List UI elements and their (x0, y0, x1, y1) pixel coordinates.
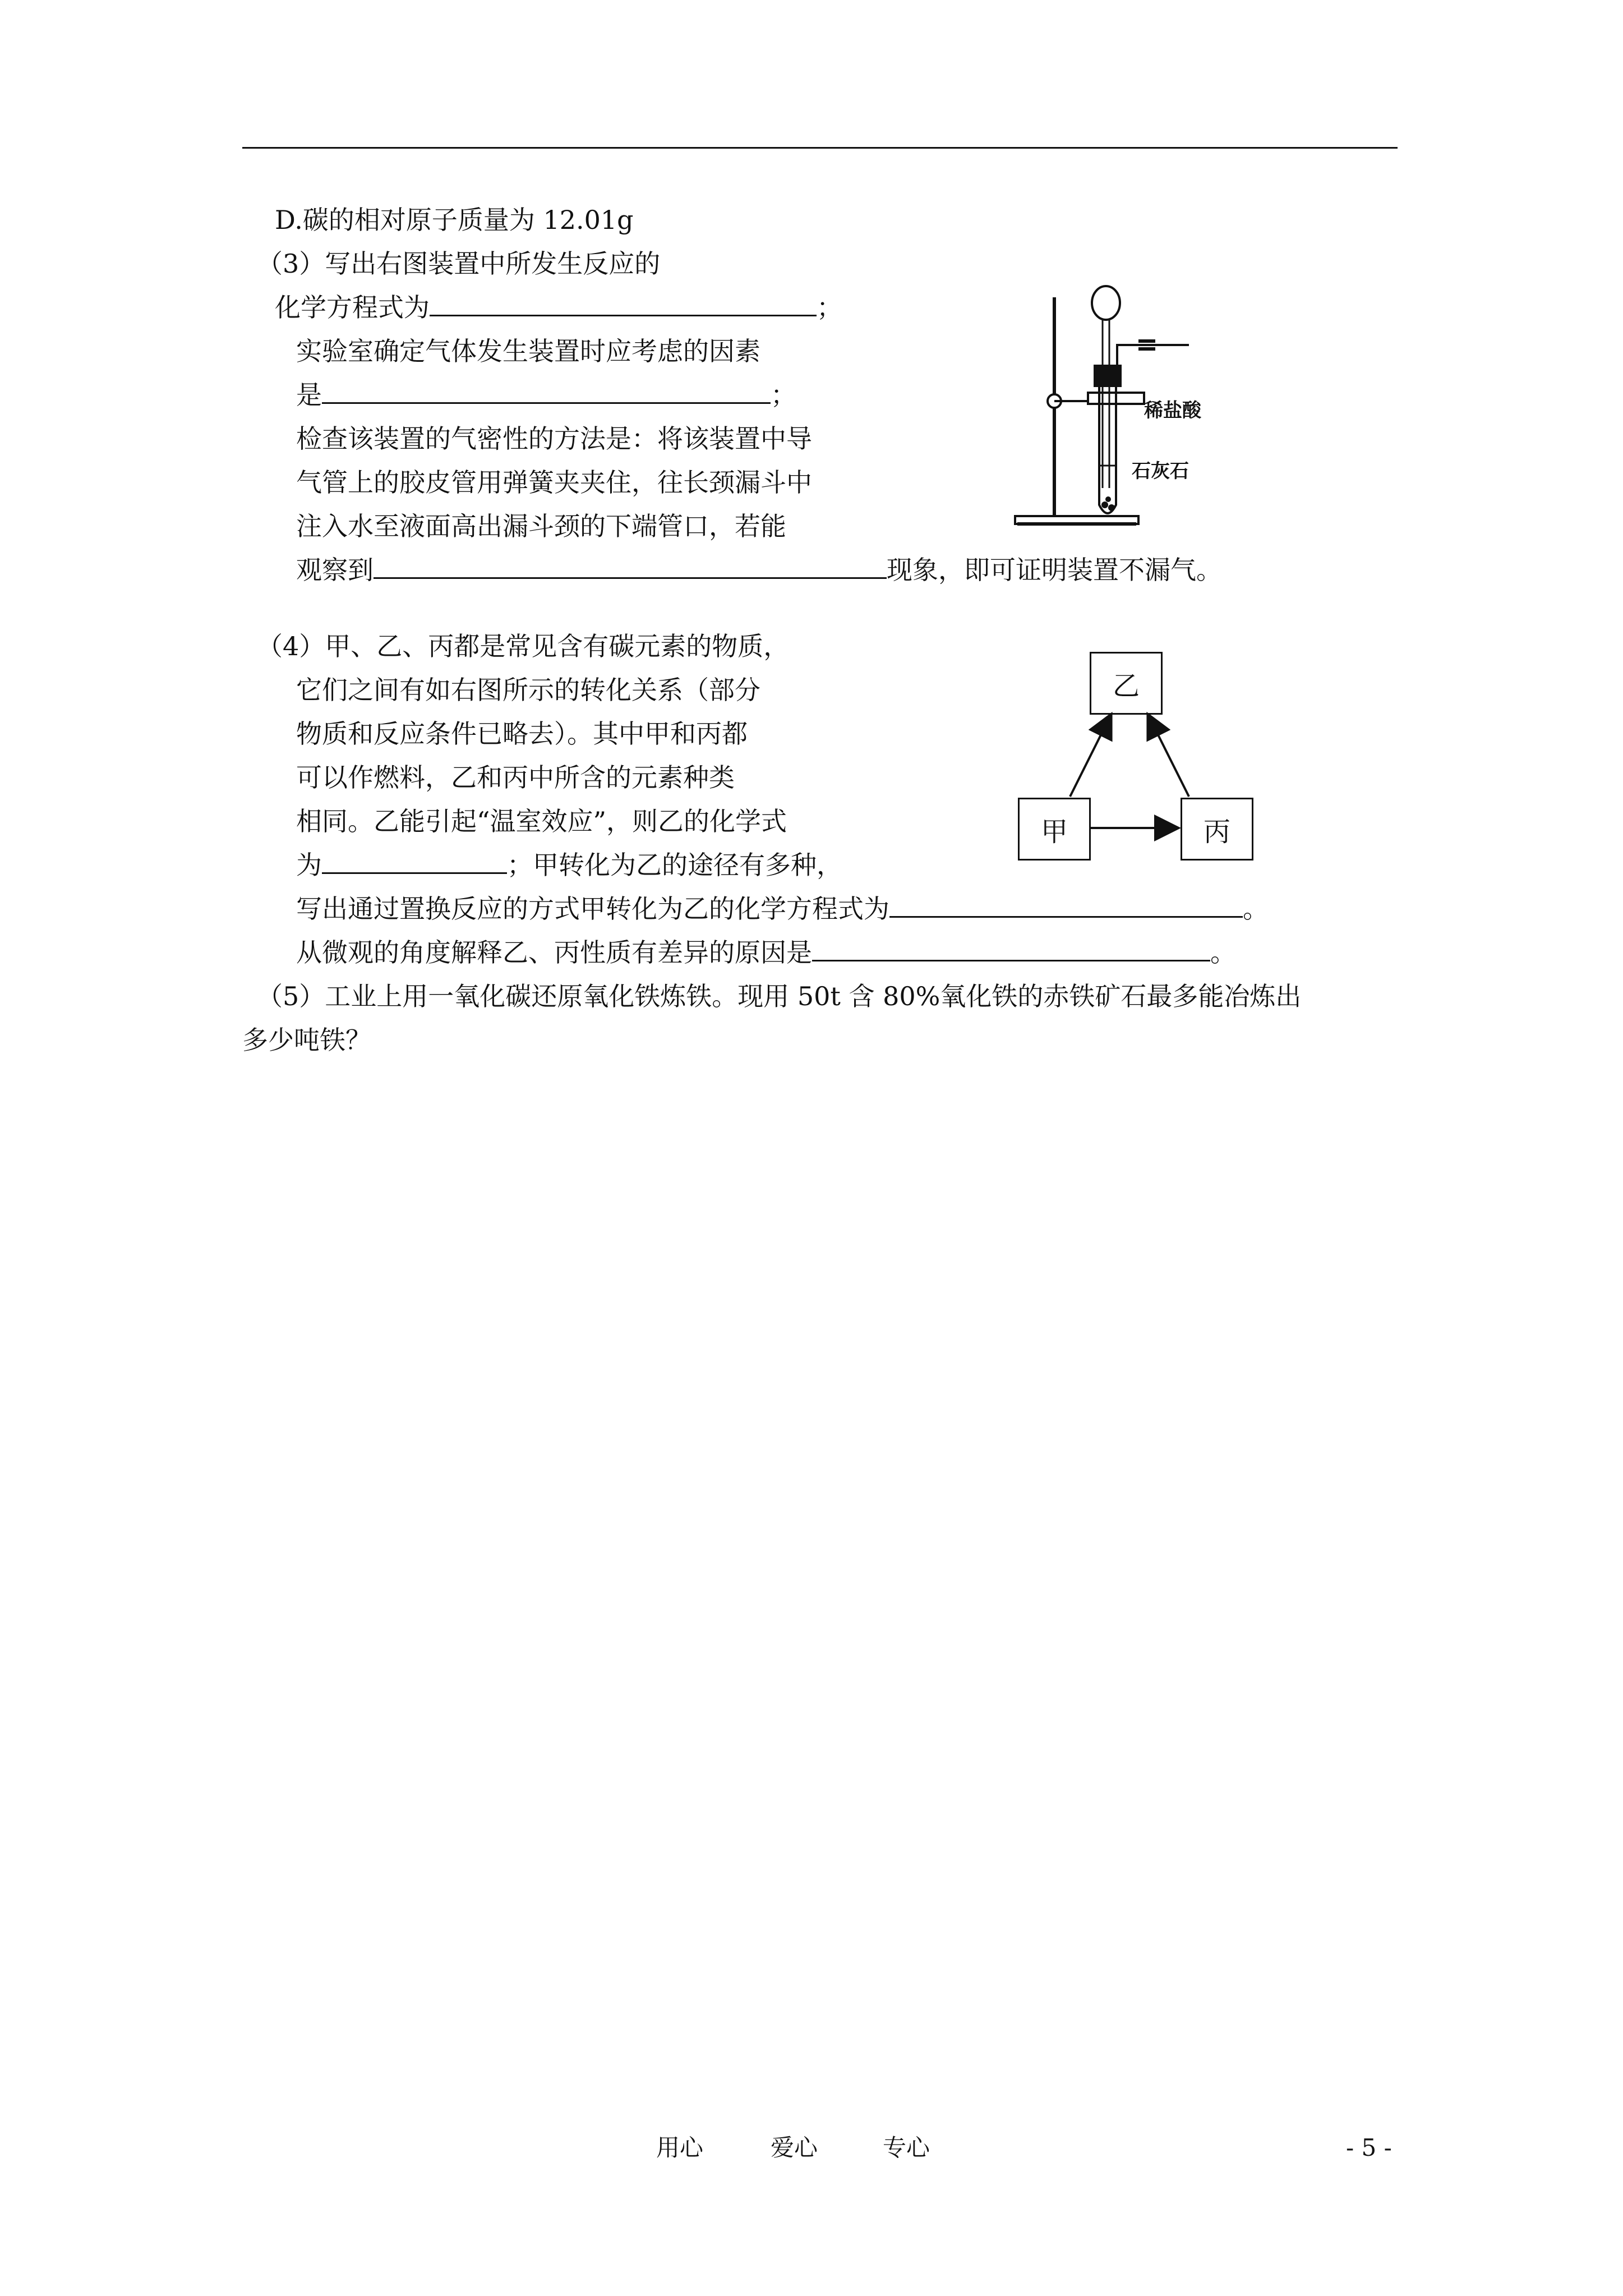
q4-equation-label: 写出通过置换反应的方式甲转化为乙的化学方程式为 (296, 894, 889, 924)
footer-word-2: 爱心 (771, 2134, 818, 2161)
arrow-jia-to-yi (1070, 716, 1110, 797)
q3-observe-line (296, 553, 1222, 587)
label-hydrochloric-acid: 稀盐酸 (1144, 399, 1201, 422)
q3-check-1: 检查该装置的气密性的方法是：将该装置中导 (296, 424, 812, 454)
arrow-bing-to-yi (1149, 716, 1189, 797)
q4-reason-label: 从微观的角度解释乙、丙性质有差异的原因是 (296, 937, 812, 968)
q4-equation-end: 。 (1243, 894, 1269, 924)
footer-word-1: 用心 (656, 2134, 704, 2161)
q4-line-6-suffix: ；甲转化为乙的途径有多种， (507, 850, 842, 880)
q3-check-3: 注入水至液面高出漏斗颈的下端管口，若能 (296, 511, 786, 541)
q3-equation-end: ； (817, 292, 842, 323)
q4-line-4: 可以作燃料，乙和丙中所含的元素种类 (296, 762, 735, 793)
diagram-box-jia: 甲 (1018, 798, 1091, 861)
q3-factor-blank[interactable] (322, 380, 771, 404)
q4-line-8 (296, 936, 1236, 969)
q3-equation-blank[interactable] (430, 292, 817, 316)
diagram-box-yi: 乙 (1090, 652, 1163, 715)
footer-word-3: 专心 (883, 2134, 930, 2161)
q4-formula-label: 为 (296, 850, 322, 880)
q4-formula-blank[interactable] (322, 850, 507, 874)
q4-line-5: 相同。乙能引起“温室效应”，则乙的化学式 (296, 806, 787, 836)
q4-line-1: （4）甲、乙、丙都是常见含有碳元素的物质， (257, 631, 790, 661)
q4-line-6 (296, 848, 842, 882)
q4-line-7 (296, 892, 1269, 926)
label-limestone: 石灰石 (1132, 460, 1189, 482)
diagram-box-bing: 丙 (1181, 798, 1253, 861)
q3-factor-end: ； (771, 380, 796, 410)
q4-reason-end: 。 (1210, 937, 1236, 968)
q3-factor: 实验室确定气体发生装置时应考虑的因素 (296, 336, 760, 366)
q3-observe-label: 观察到 (296, 555, 374, 585)
q3-equation-label: 化学方程式为 (275, 292, 430, 323)
header-rule (242, 147, 1398, 149)
q3-check-2: 气管上的胶皮管用弹簧夹夹住，往长颈漏斗中 (296, 467, 812, 498)
q4-line-2: 它们之间有如右图所示的转化关系（部分 (296, 675, 760, 705)
q5-line-1: （5）工业上用一氧化碳还原氧化铁炼铁。现用 50t 含 80%氧化铁的赤铁矿石最多能冶炼出 (257, 981, 1302, 1011)
option-d: D.碳的相对原子质量为 12.01g (275, 205, 634, 235)
q4-reason-blank[interactable] (812, 937, 1210, 961)
page-number: - 5 - (1346, 2134, 1392, 2161)
q3-equation-line (275, 291, 842, 324)
q3-observe-suffix: 现象，即可证明装置不漏气。 (887, 555, 1222, 585)
diagram-arrows (1009, 645, 1267, 869)
q5-line-2: 多少吨铁？ (242, 1025, 371, 1055)
q3-factor-label: 是 (296, 380, 322, 410)
q4-line-3: 物质和反应条件已略去）。其中甲和丙都 (296, 719, 748, 749)
q3-factor-line (296, 378, 796, 412)
q4-equation-blank[interactable] (889, 894, 1243, 918)
q3-observe-blank[interactable] (374, 555, 887, 579)
q3-intro: （3）写出右图装置中所发生反应的 (257, 249, 661, 279)
